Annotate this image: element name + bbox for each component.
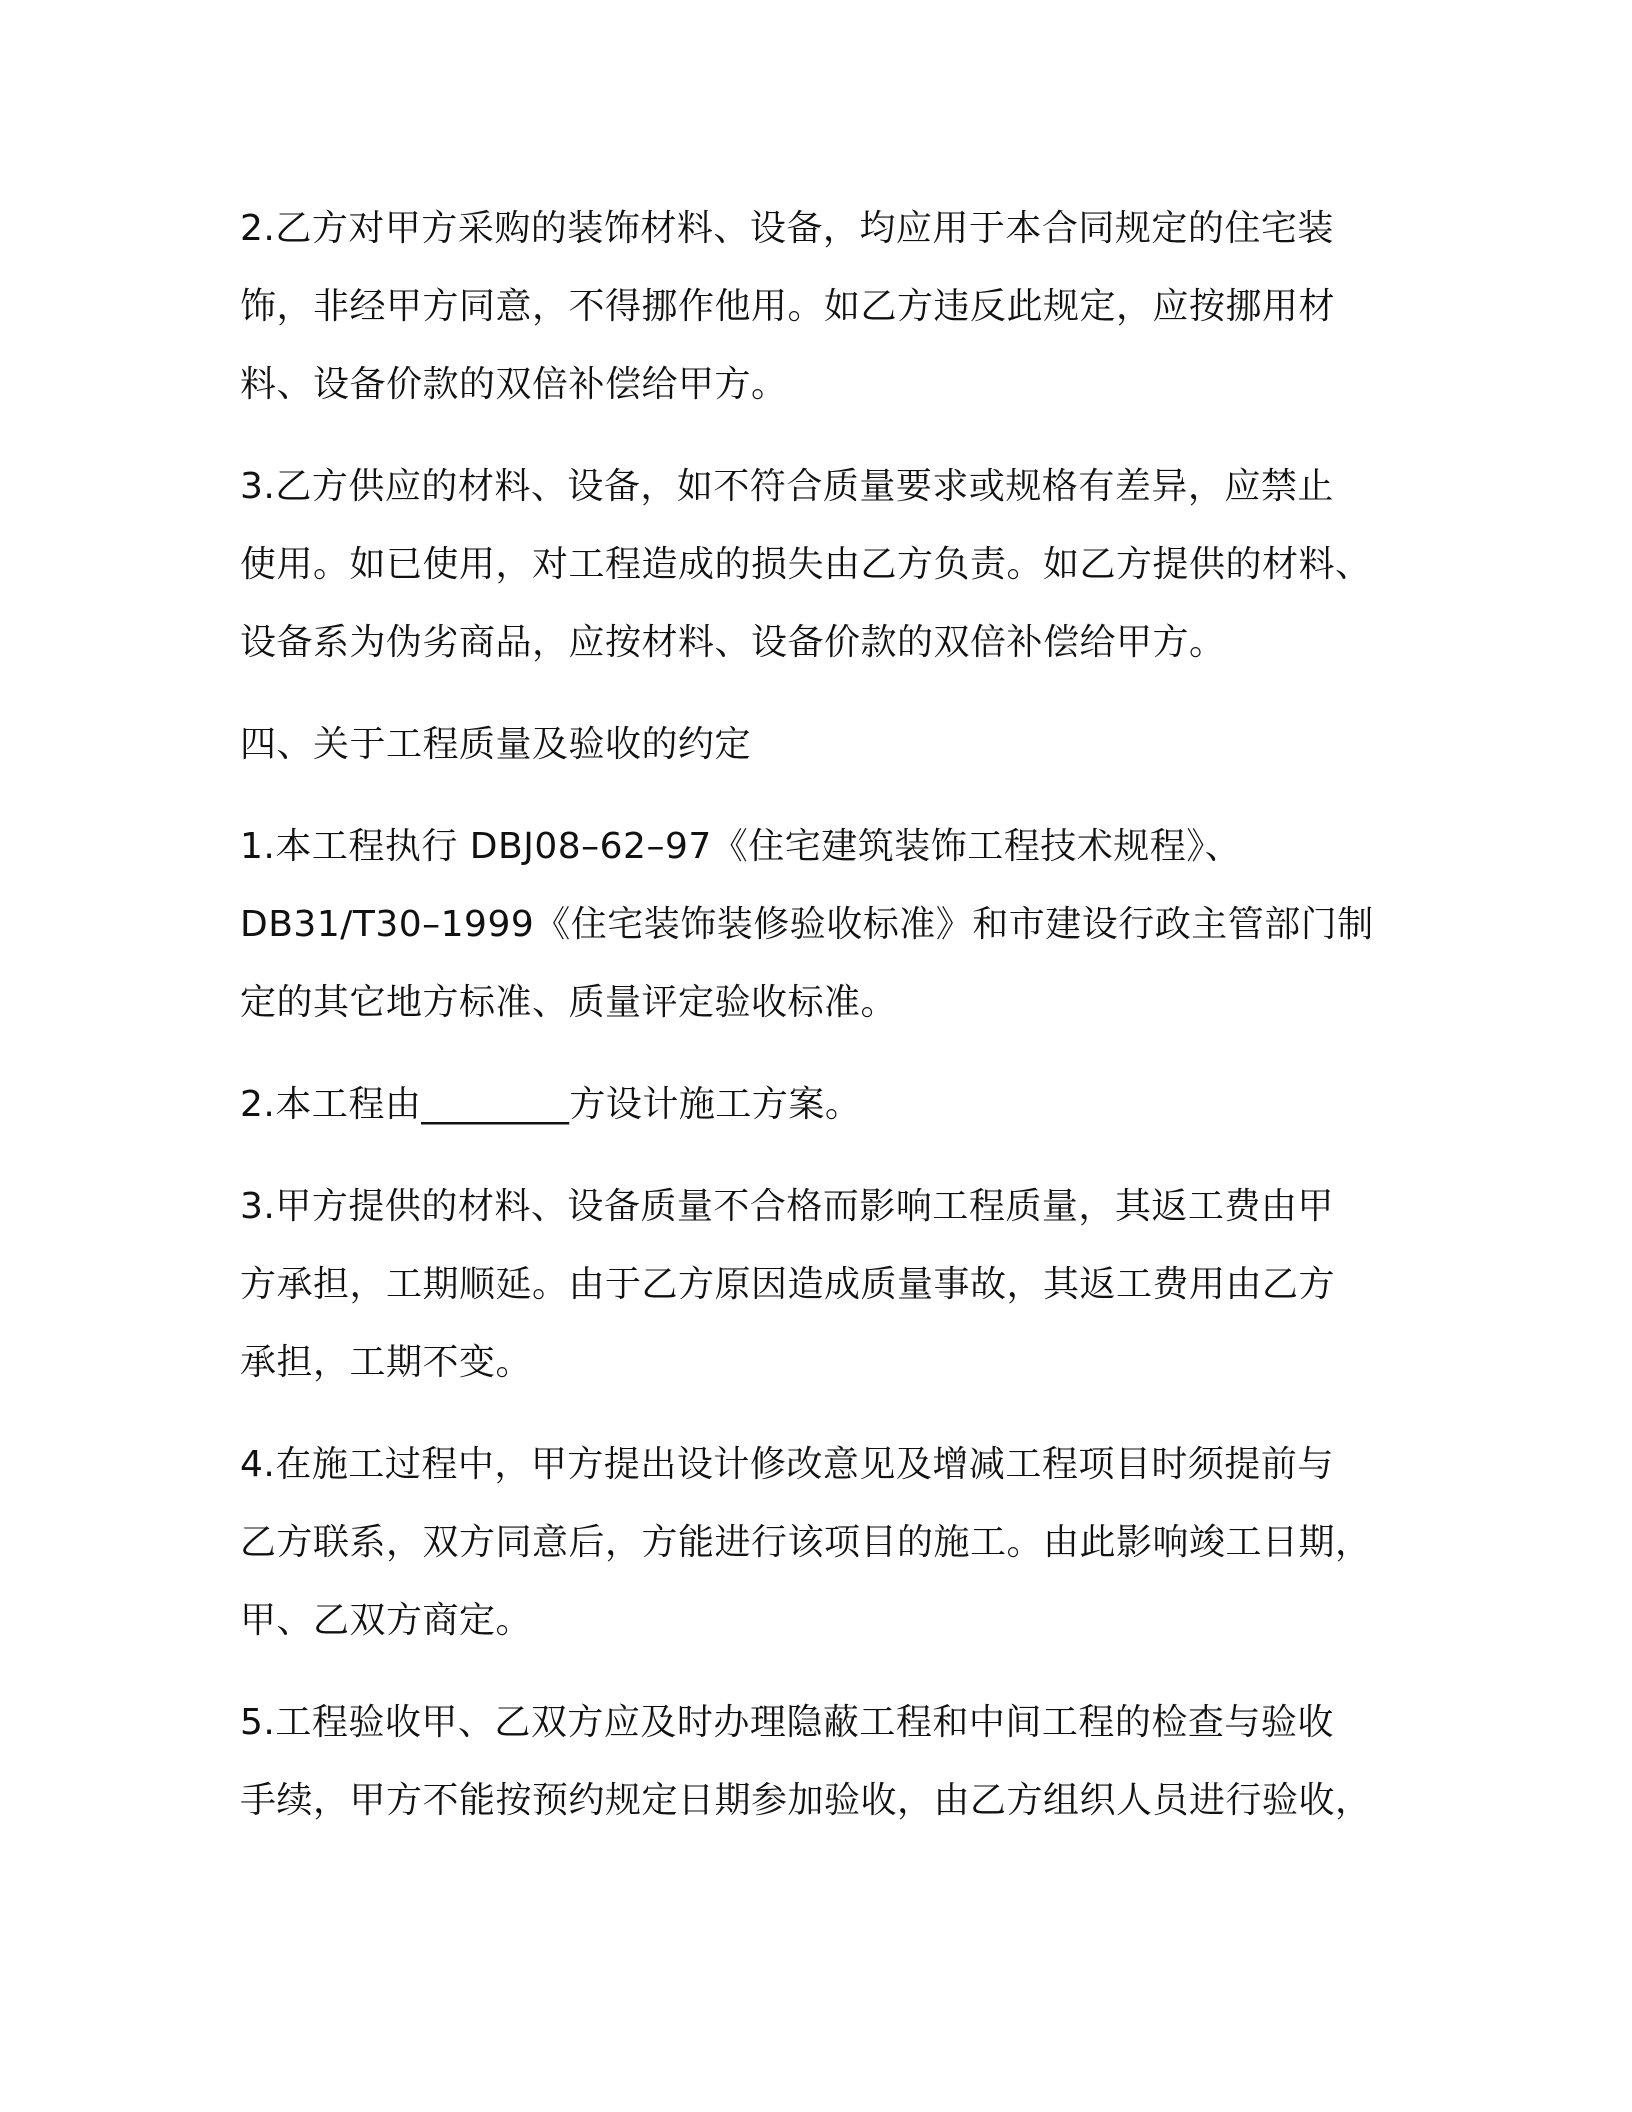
text-line: 1.本工程执行 DBJ08–62–97《住宅建筑装饰工程技术规程》、 bbox=[240, 826, 1242, 867]
text-line: 5.工程验收甲、乙双方应及时办理隐蔽工程和中间工程的检查与验收 bbox=[240, 1702, 1334, 1743]
text-line: 甲、乙双方商定。 bbox=[240, 1600, 533, 1641]
text-line: 料、设备价款的双倍补偿给甲方。 bbox=[240, 364, 788, 405]
clause-3-2 bbox=[240, 190, 1390, 424]
clause-4-4 bbox=[240, 1426, 1390, 1660]
clause-4-5 bbox=[240, 1684, 1390, 1840]
text-line: 手续，甲方不能按预约规定日期参加验收，由乙方组织人员进行验收， bbox=[240, 1780, 1372, 1821]
text-line: 定的其它地方标准、质量评定验收标准。 bbox=[240, 982, 898, 1023]
text-line: 饰，非经甲方同意，不得挪作他用。如乙方违反此规定，应按挪用材 bbox=[240, 286, 1336, 327]
clause-4-3 bbox=[240, 1168, 1390, 1402]
clause-3-3 bbox=[240, 448, 1390, 682]
clause-4-2 bbox=[240, 1066, 1390, 1144]
text-line: 3.乙方供应的材料、设备，如不符合质量要求或规格有差异，应禁止 bbox=[240, 466, 1334, 507]
text-line: 2.乙方对甲方采购的装饰材料、设备，均应用于本合同规定的住宅装 bbox=[240, 208, 1334, 249]
text-line: 3.甲方提供的材料、设备质量不合格而影响工程质量，其返工费由甲 bbox=[240, 1186, 1334, 1227]
text-line: 2.本工程由________方设计施工方案。 bbox=[240, 1084, 862, 1125]
text-line: 4.在施工过程中，甲方提出设计修改意见及增减工程项目时须提前与 bbox=[240, 1444, 1334, 1485]
document-body bbox=[240, 190, 1390, 1864]
text-line: DB31/T30–1999《住宅装饰装修验收标准》和市建设行政主管部门制 bbox=[240, 904, 1374, 945]
section-heading-4: 四、关于工程质量及验收的约定 bbox=[240, 724, 752, 765]
text-line: 方承担，工期顺延。由于乙方原因造成质量事故，其返工费用由乙方 bbox=[240, 1264, 1336, 1305]
text-line: 承担，工期不变。 bbox=[240, 1342, 533, 1383]
clause-4-1 bbox=[240, 808, 1390, 1042]
text-line: 乙方联系，双方同意后，方能进行该项目的施工。由此影响竣工日期， bbox=[240, 1522, 1372, 1563]
text-line: 设备系为伪劣商品，应按材料、设备价款的双倍补偿给甲方。 bbox=[240, 622, 1226, 663]
text-line: 使用。如已使用，对工程造成的损失由乙方负责。如乙方提供的材料、 bbox=[240, 544, 1372, 585]
